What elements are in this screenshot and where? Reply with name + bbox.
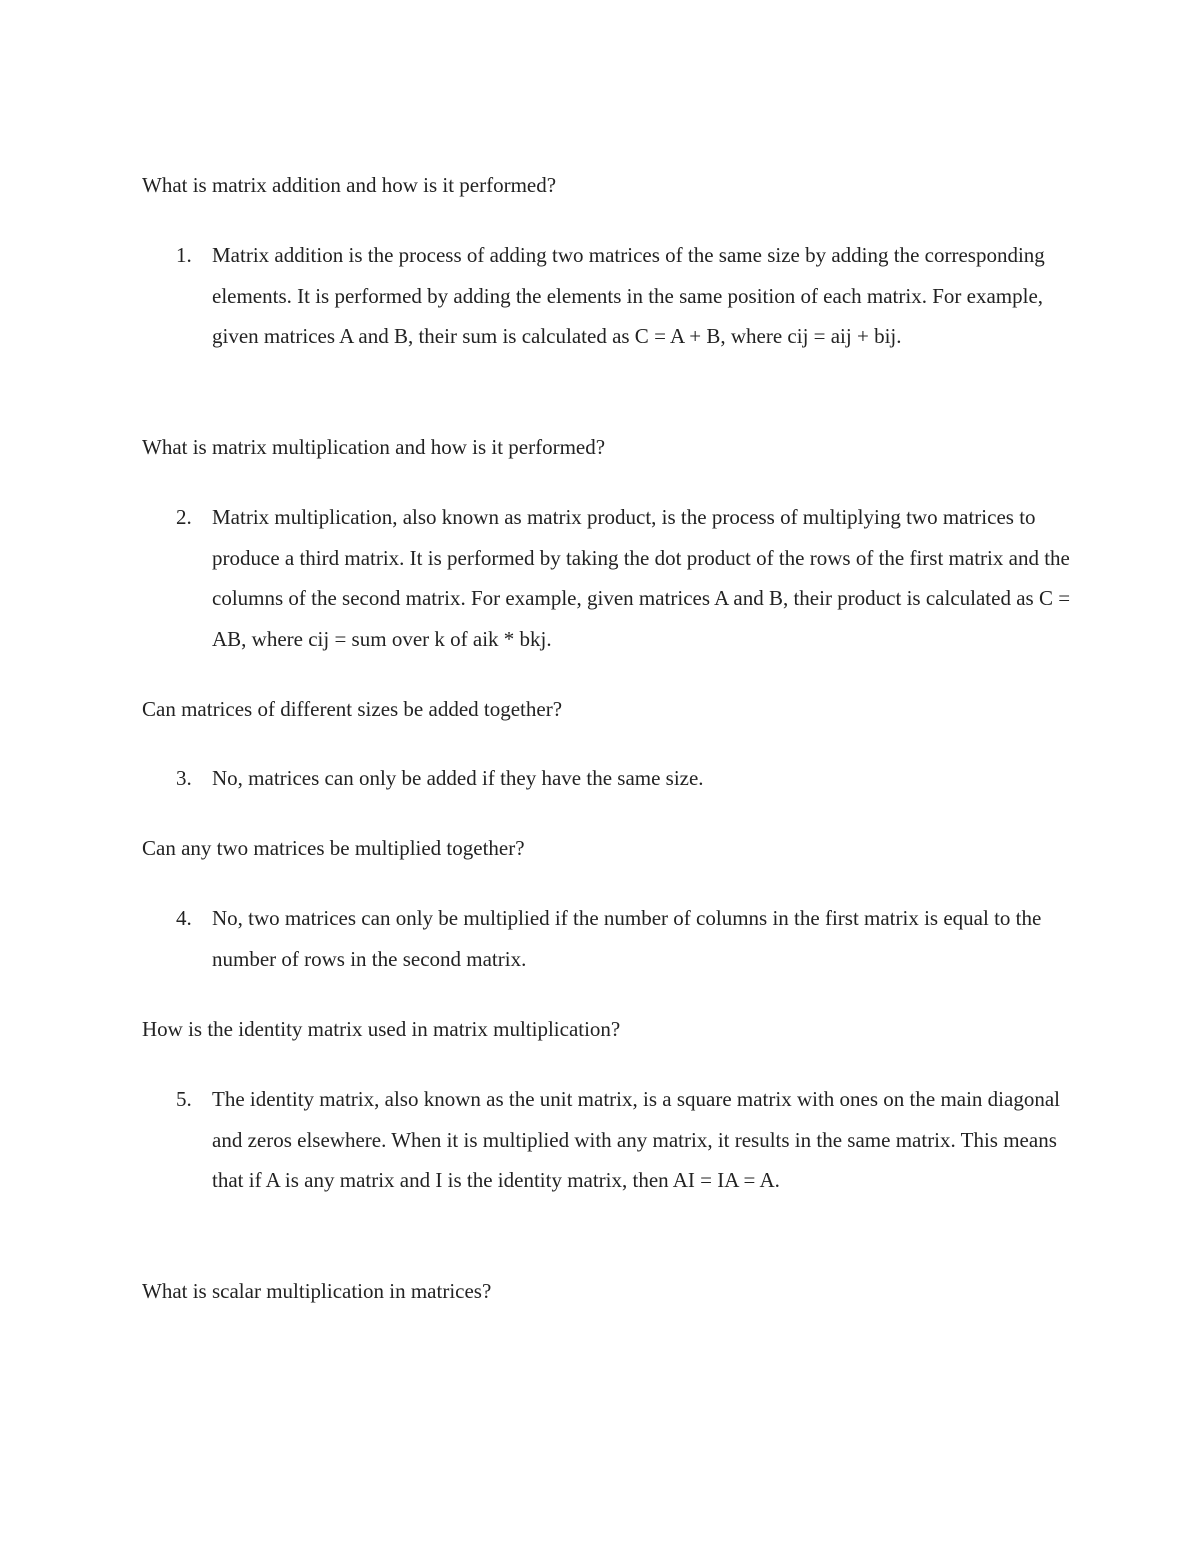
question-3: Can matrices of different sizes be added together? <box>142 697 563 721</box>
question-1: What is matrix addition and how is it performed? <box>142 173 557 197</box>
answer-number-4: 4. <box>176 906 192 930</box>
answer-text-4: No, two matrices can only be multiplied if the number of columns in the first matrix is equal to the number of rows in the second matrix. <box>212 906 1042 971</box>
answer-text-2: Matrix multiplication, also known as matrix product, is the process of multiplying two matrices to produce a third matrix. It is performed by taking the dot product of the rows of the first matrix and the columns of the second matrix. For example, given matrices A and B, their product is calculated as C = AB, where cij = sum over k of aik * bkj. <box>212 505 1071 652</box>
answer-text-3: No, matrices can only be added if they have the same size. <box>212 766 704 790</box>
answer-number-2: 2. <box>176 505 192 529</box>
question-5: How is the identity matrix used in matrix multiplication? <box>142 1017 621 1041</box>
question-6: What is scalar multiplication in matrices? <box>142 1279 492 1303</box>
question-2: What is matrix multiplication and how is it performed? <box>142 435 606 459</box>
question-4: Can any two matrices be multiplied together? <box>142 836 525 860</box>
answer-number-3: 3. <box>176 766 192 790</box>
answer-text-5: The identity matrix, also known as the unit matrix, is a square matrix with ones on the main diagonal and zeros elsewhere. When it is multiplied with any matrix, it results in the same matrix. This means that if A is any matrix and I is the identity matrix, then AI = IA = A. <box>212 1087 1060 1193</box>
answer-number-1: 1. <box>176 243 192 267</box>
answer-number-5: 5. <box>176 1087 192 1111</box>
answer-text-1: Matrix addition is the process of adding two matrices of the same size by adding the corresponding elements. It is performed by adding the elements in the same position of each matrix. For example, given matrices A and B, their sum is calculated as C = A + B, where cij = aij + bij. <box>212 243 1045 349</box>
